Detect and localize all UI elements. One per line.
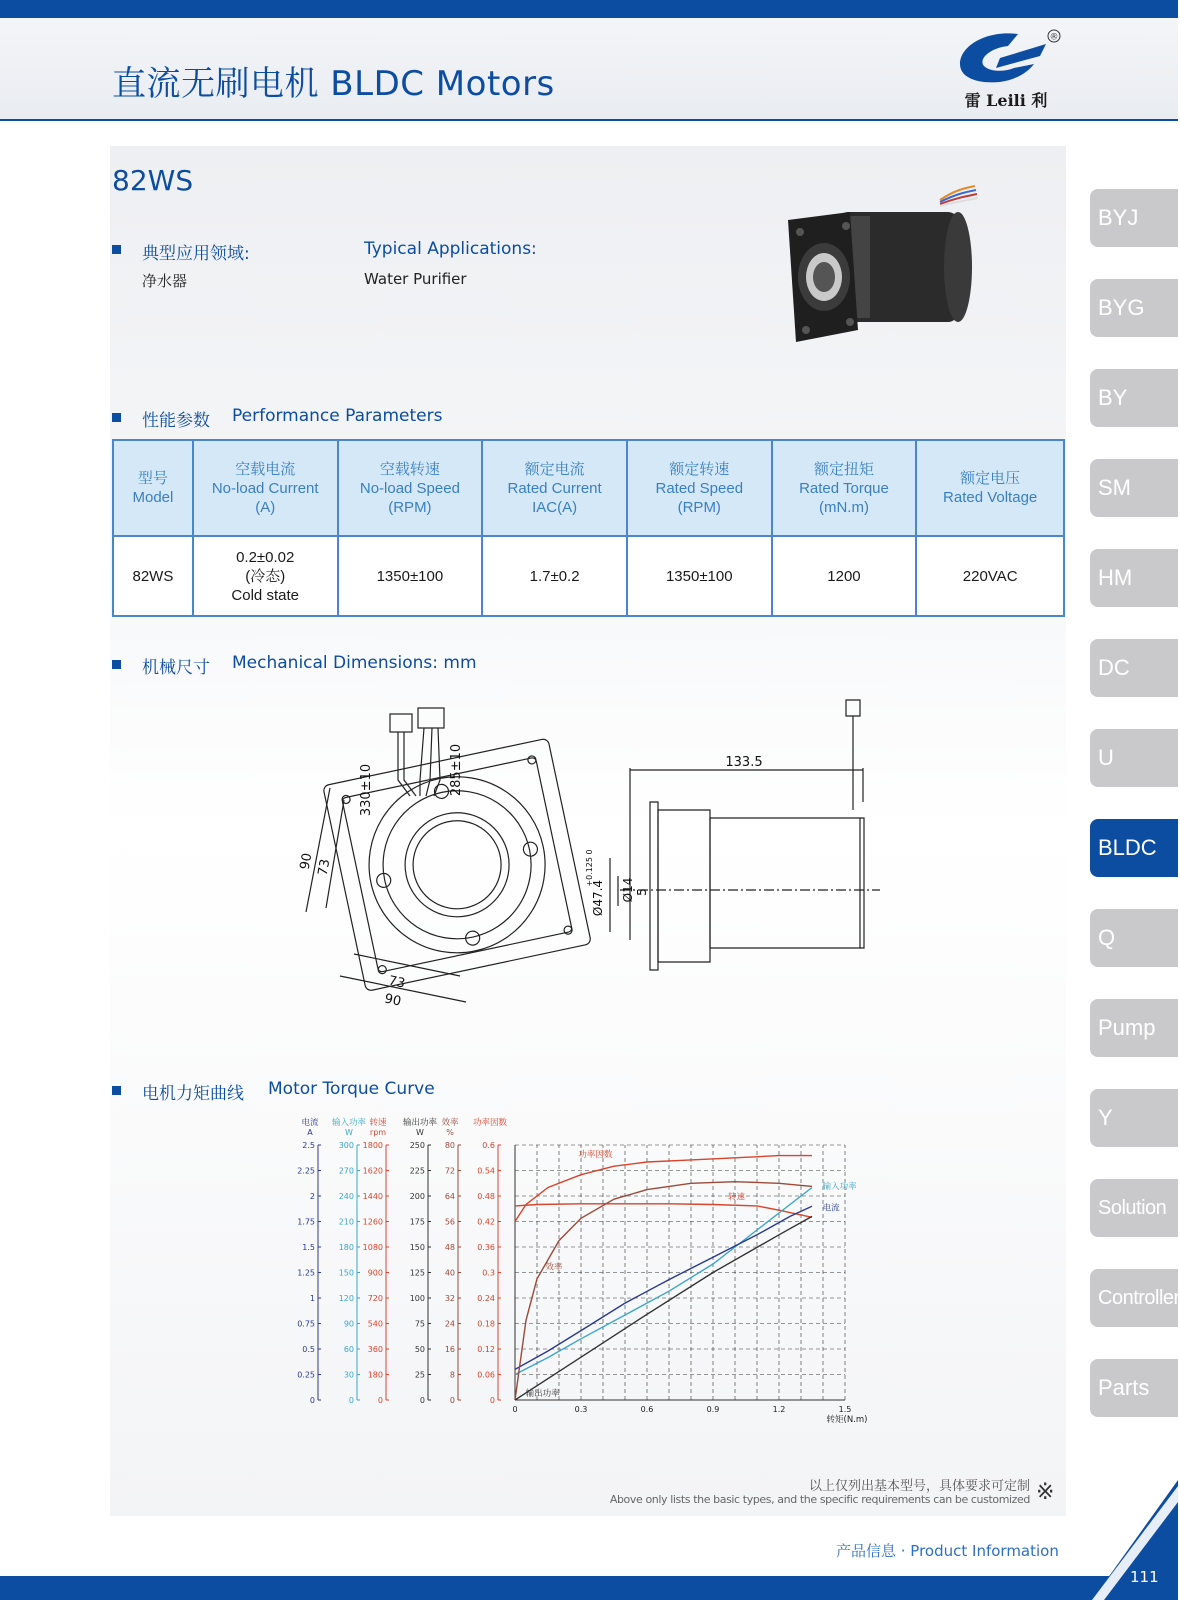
dim-lead1: 330±10 [359,763,374,817]
tick-label: 0 [309,1396,315,1405]
axis-title: 输出功率 [402,1118,438,1128]
tick-label: 0.48 [477,1192,495,1201]
tick-label: 240 [338,1192,354,1201]
tick-label: 40 [444,1268,455,1278]
tab-bldc[interactable]: BLDC [1090,819,1178,877]
tick-label: 0.42 [477,1217,495,1227]
header-rated-current: 额定电流 Rated Current IAC(A) [482,440,627,536]
tick-label: 1800 [362,1141,383,1150]
applications-value-cn: 净水器 [142,272,188,290]
x-tick-label: 0.9 [706,1405,720,1414]
tick-label: 0.25 [297,1370,315,1380]
tab-byg[interactable]: BYG [1090,279,1178,337]
tick-label: 270 [338,1166,354,1176]
cell-noload-speed: 1350±100 [338,536,483,616]
tick-label: 0.18 [477,1319,495,1329]
tick-label: 150 [409,1243,425,1252]
top-bar [0,0,1178,18]
bullet-performance [112,413,121,422]
tick-label: 1.75 [297,1217,315,1227]
tick-label: 0.06 [477,1370,495,1380]
tick-label: 300 [338,1141,354,1150]
x-tick-label: 0 [512,1405,518,1414]
parameters-table [112,439,1065,617]
tick-label: 0 [449,1396,455,1405]
page-number: 111 [1130,1568,1159,1586]
axis-title: 功率因数 [472,1118,508,1128]
tick-label: 1440 [362,1192,383,1201]
tick-label: 90 [343,1319,354,1329]
x-tick-label: 0.3 [574,1405,588,1414]
tick-label: 1.5 [302,1243,315,1252]
dim-dia-small: Ø14 [621,877,635,903]
torque-chart [290,1118,890,1455]
tick-label: 360 [367,1345,383,1354]
cell-rated-current: 1.7±0.2 [482,536,627,616]
model-title: 82WS [112,164,194,197]
footer-info: 产品信息 · Product Information [836,1542,1059,1560]
axis-title: 效率 [441,1118,459,1128]
tick-label: 0.24 [477,1294,495,1303]
tick-label: 150 [338,1268,354,1278]
logo-text: 雷 Leili 利 [964,91,1048,110]
series-label: 电流 [822,1203,840,1214]
tick-label: 0.3 [482,1268,495,1278]
tick-label: 0.12 [477,1345,495,1354]
tick-label: 1.25 [297,1268,315,1278]
dim-dia-big: Ø47.4 [591,879,605,917]
tick-label: 0 [489,1396,495,1405]
tab-hm[interactable]: HM [1090,549,1178,607]
series-label: 效率 [545,1262,563,1273]
dim-length: 133.5 [725,755,763,770]
tick-label: 2 [309,1192,315,1201]
parameters-header-row [113,440,1064,536]
tick-label: 80 [444,1141,455,1150]
note-en: Above only lists the basic types, and the specific requirements can be customized [609,1493,1030,1506]
tick-label: 2.5 [302,1141,315,1150]
dim-side-outer: 90 [297,851,316,871]
dim-dia-tol: +0.125 0 [585,849,594,887]
tick-label: 0.5 [302,1345,315,1354]
tick-label: 900 [367,1268,383,1278]
tick-label: 0.75 [297,1319,315,1329]
performance-label-en: Performance Parameters [232,406,443,426]
tick-label: 0 [419,1396,425,1405]
tick-label: 1080 [362,1243,383,1252]
tick-label: 175 [409,1217,425,1227]
cell-rated-voltage: 220VAC [916,536,1064,616]
cell-rated-speed: 1350±100 [627,536,772,616]
axis-title: 转速 [369,1118,387,1128]
series-line [515,1182,812,1400]
tick-label: 1260 [362,1217,383,1227]
x-tick-label: 1.5 [838,1405,852,1414]
dim-lead2: 285±10 [449,743,464,797]
header-model: 型号 Model [113,440,193,536]
tick-label: 2.25 [297,1166,315,1176]
tick-label: 225 [409,1166,425,1176]
tab-u[interactable]: U [1090,729,1178,787]
tick-label: 250 [409,1141,425,1150]
tick-label: 0 [377,1396,383,1405]
tick-label: 48 [444,1243,455,1252]
series-line [515,1206,812,1369]
note-mark: ※ [1036,1480,1055,1505]
tick-label: 0 [348,1396,354,1405]
mechanical-drawing [270,700,910,1060]
axis-unit: W [345,1128,353,1137]
performance-label-cn: 性能参数 [142,411,210,431]
axis-unit: A [307,1128,313,1137]
dim-bottom-inner: 73 [387,973,407,992]
tick-label: 32 [444,1294,455,1303]
series-label: 转速 [728,1192,746,1203]
tick-label: 540 [367,1319,383,1329]
note-cn: 以上仅列出基本型号，具体要求可定制 [808,1479,1030,1494]
series-line [515,1204,812,1218]
tick-label: 1 [309,1294,315,1303]
x-tick-label: 1.2 [772,1405,786,1414]
tick-label: 1620 [362,1166,383,1176]
tab-controller[interactable]: Controller [1090,1269,1178,1327]
dim-bottom-outer: 90 [383,991,403,1010]
tab-dc[interactable]: DC [1090,639,1178,697]
axis-title: 电流 [301,1118,319,1128]
axis-unit: % [446,1128,454,1137]
tab-y[interactable]: Y [1090,1089,1178,1147]
header-rated-voltage: 额定电压 Rated Voltage [916,440,1064,536]
tick-label: 60 [343,1345,354,1354]
bullet-torque-curve [112,1086,121,1095]
tick-label: 50 [414,1345,425,1354]
tick-label: 16 [444,1345,455,1354]
tick-label: 720 [367,1294,383,1303]
dim-side-inner: 73 [315,857,334,877]
tick-label: 72 [444,1166,455,1176]
tick-label: 0.6 [482,1141,495,1150]
torque-curve-label-en: Motor Torque Curve [268,1079,435,1099]
tick-label: 24 [444,1319,455,1329]
series-line [515,1216,812,1400]
bottom-bar [0,1576,1178,1600]
axis-title: 输入功率 [331,1118,367,1128]
cell-model: 82WS [113,536,193,616]
tick-label: 180 [338,1243,354,1252]
tab-sm[interactable]: SM [1090,459,1178,517]
series-line [515,1188,812,1375]
table-row [113,536,1064,616]
tick-label: 125 [409,1268,425,1278]
cell-noload-current: 0.2±0.02 (冷态) Cold state [193,536,338,616]
motor-photo [780,180,990,380]
bullet-dimensions [112,660,121,669]
header-noload-current: 空载电流 No-load Current (A) [193,440,338,536]
series-line [515,1156,812,1222]
dimensions-label-en: Mechanical Dimensions: mm [232,653,477,673]
page-title: 直流无刷电机 BLDC Motors [112,64,555,104]
tab-by[interactable]: BY [1090,369,1178,427]
registered-mark: ® [1049,32,1059,43]
torque-curve-label-cn: 电机力矩曲线 [142,1084,244,1104]
x-axis-label: 转矩(N.m) [826,1415,868,1425]
x-tick-label: 0.6 [640,1405,654,1414]
tick-label: 210 [338,1217,354,1227]
dimensions-label-cn: 机械尺寸 [142,658,210,678]
header-noload-speed: 空载转速 No-load Speed (RPM) [338,440,483,536]
tab-q[interactable]: Q [1090,909,1178,967]
axis-unit: W [416,1128,424,1137]
tab-pump[interactable]: Pump [1090,999,1178,1057]
series-label: 输出功率 [525,1388,560,1399]
cell-rated-torque: 1200 [772,536,917,616]
series-label: 功率因数 [578,1149,613,1160]
header-rated-torque: 额定扭矩 Rated Torque (mN.m) [772,440,917,536]
dim-key: 5 [635,888,649,896]
tick-label: 120 [338,1294,354,1303]
series-label: 输入功率 [822,1181,857,1192]
tick-label: 0.54 [477,1166,495,1176]
tick-label: 25 [414,1370,425,1380]
tick-label: 200 [409,1192,425,1201]
tick-label: 0.36 [477,1243,495,1252]
tick-label: 100 [409,1294,425,1303]
tab-parts[interactable]: Parts [1090,1359,1178,1417]
tab-byj[interactable]: BYJ [1090,189,1178,247]
tick-label: 30 [343,1370,354,1380]
header-rated-speed: 额定转速 Rated Speed (RPM) [627,440,772,536]
applications-label-cn: 典型应用领域: [142,244,250,264]
applications-label-en: Typical Applications: [364,239,537,259]
bullet-applications [112,245,121,254]
applications-value-en: Water Purifier [364,270,467,288]
tick-label: 180 [367,1370,383,1380]
tick-label: 56 [444,1217,455,1227]
tab-solution[interactable]: Solution [1090,1179,1178,1237]
tick-label: 8 [449,1370,455,1380]
tick-label: 64 [444,1192,455,1201]
axis-unit: rpm [369,1128,387,1137]
tick-label: 75 [414,1319,425,1329]
